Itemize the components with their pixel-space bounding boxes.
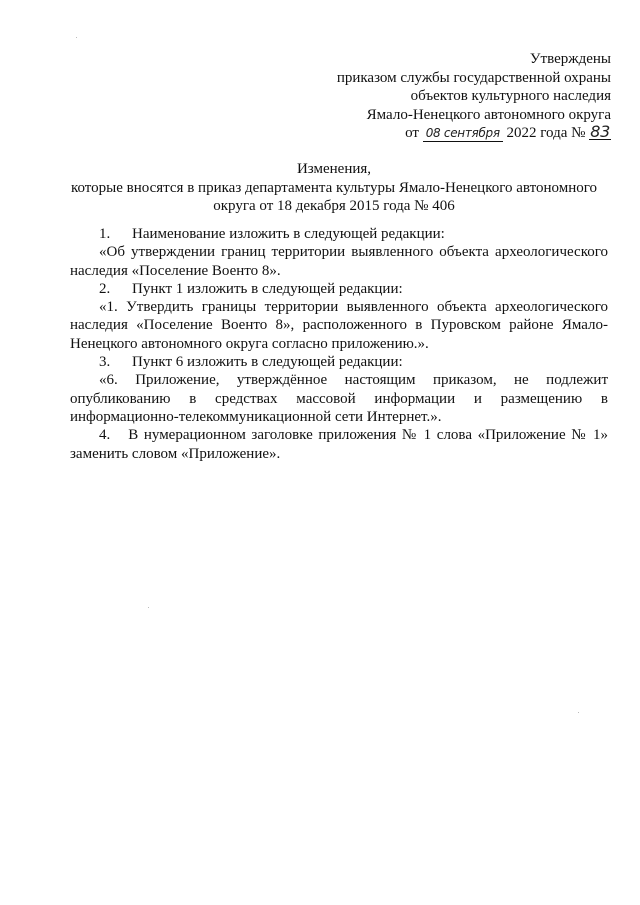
item-number: 3. (99, 354, 111, 371)
scan-speck (148, 607, 149, 608)
title-line-1: Изменения, (296, 161, 372, 177)
list-item (70, 426, 608, 463)
scan-speck (578, 712, 579, 713)
approval-line-3: объектов культурного наследия (410, 88, 611, 104)
item-text: Пункт 6 изложить в следующей редакции: (132, 354, 403, 371)
date-prefix: от (405, 125, 419, 141)
item-number: 2. (99, 280, 111, 297)
approval-line-2: приказом службы государственной охраны (336, 69, 611, 86)
date-suffix: 2022 года № (506, 125, 586, 141)
item-text: В нумерационном заголовке приложения № 1 слова «Приложение № 1» заменить словом «Приложение». (70, 427, 608, 462)
quoted-text: «Об утверждении границ территории выявленного объекта археологического наследия «Поселение Военто 8». (70, 244, 608, 279)
list-item (70, 353, 608, 371)
item-number: 4. (99, 427, 111, 444)
approval-line-1: Утверждены (529, 51, 611, 67)
approval-line-4: Ямало-Ненецкого автономного округа (366, 106, 611, 123)
list-item (70, 225, 608, 243)
handwritten-date: 08 сентября (423, 126, 503, 142)
document-body (70, 225, 608, 463)
approval-block (337, 50, 611, 143)
quoted-text: «1. Утвердить границы территории выявленного объекта археологического наследия «Поселение Военто 8», расположенного в Пуровском районе Ямало-Ненецкого автономного округа согласно приложению.». (70, 299, 608, 352)
item-text: Пункт 1 изложить в следующей редакции: (132, 280, 403, 297)
title-line-3: округа от 18 декабря 2015 года № 406 (213, 198, 455, 214)
approval-date-line (337, 124, 611, 143)
title-line-2: которые вносятся в приказ департамента культуры Ямало-Ненецкого автономного (70, 179, 598, 196)
list-item (70, 280, 608, 298)
item-number: 1. (99, 226, 111, 242)
scan-speck (76, 37, 77, 38)
item-text: Наименование изложить в следующей редакции: (132, 226, 445, 242)
handwritten-number: 83 (590, 122, 610, 141)
document-title (60, 160, 608, 216)
quoted-text: «6. Приложение, утверждённое настоящим приказом, не подлежит опубликованию в средствах массовой информации и размещению в информационно-телекоммуникационной сети Интернет.». (70, 372, 608, 425)
